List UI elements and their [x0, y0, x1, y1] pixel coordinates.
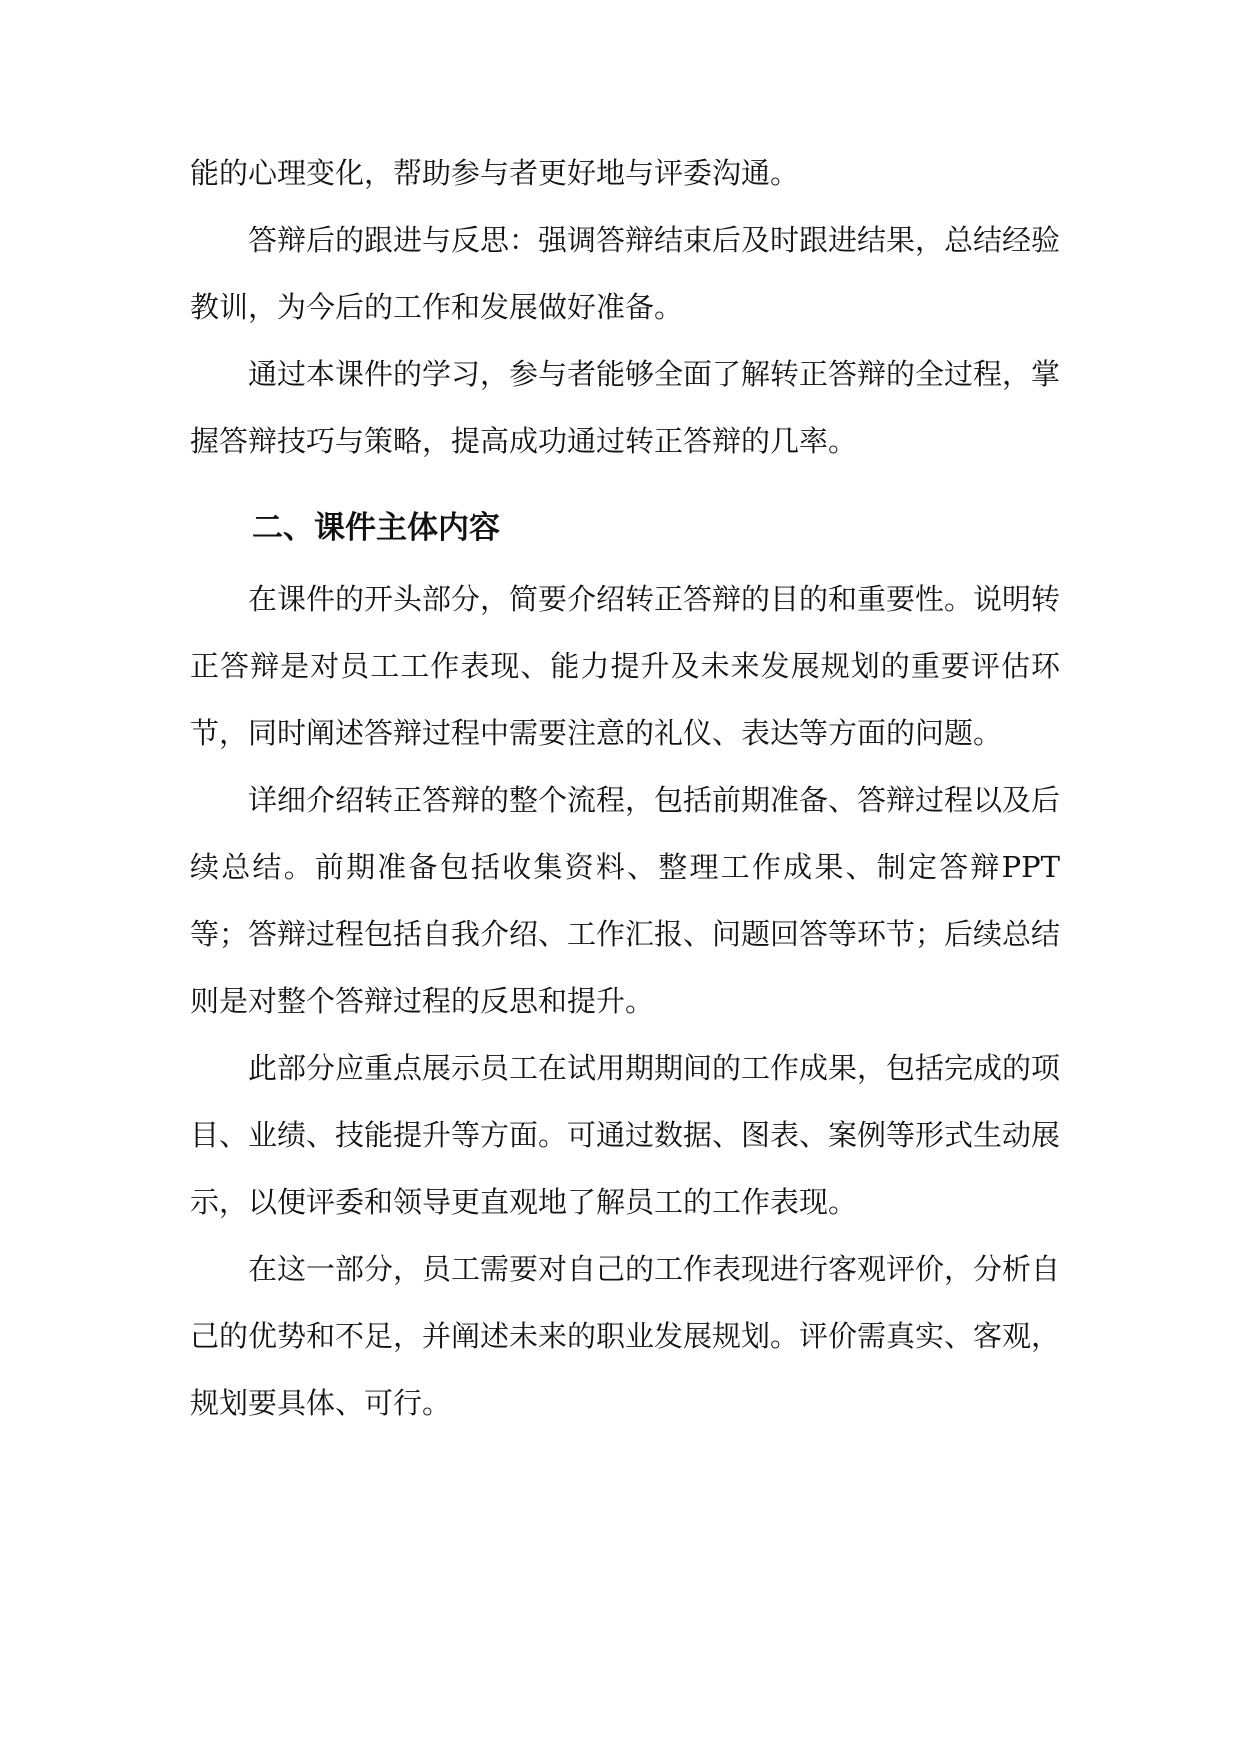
- paragraph-work-results: 此部分应重点展示员工在试用期期间的工作成果，包括完成的项目、业绩、技能提升等方面。可通过数据、图表、案例等形式生动展示，以便评委和领导更直观地了解员工的工作表现。: [190, 1051, 1061, 1219]
- paragraph-self-evaluation: 在这一部分，员工需要对自己的工作表现进行客观评价，分析自己的优势和不足，并阐述未来的职业发展规划。评价需真实、客观，规划要具体、可行。: [190, 1252, 1061, 1420]
- paragraph-purpose-importance: 在课件的开头部分，简要介绍转正答辩的目的和重要性。说明转正答辩是对员工工作表现、能力提升及未来发展规划的重要评估环节，同时阐述答辩过程中需要注意的礼仪、表达等方面的问题。: [190, 582, 1061, 750]
- paragraph-follow-up-reflection: 答辩后的跟进与反思：强调答辩结束后及时跟进结果，总结经验教训，为今后的工作和发展做好准备。: [190, 223, 1061, 324]
- document-content: [190, 140, 1060, 1437]
- paragraph-process: 详细介绍转正答辩的整个流程，包括前期准备、答辩过程以及后续总结。前期准备包括收集资料、整理工作成果、制定答辩PPT等；答辩过程包括自我介绍、工作汇报、问题回答等环节；后续总结则是对整个答辩过程的反思和提升。: [190, 783, 1061, 1018]
- section-heading: 二、课件主体内容: [252, 510, 500, 546]
- paragraph-courseware-summary: 通过本课件的学习，参与者能够全面了解转正答辩的全过程，掌握答辩技巧与策略，提高成功通过转正答辩的几率。: [190, 357, 1061, 458]
- paragraph-continuation: 能的心理变化，帮助参与者更好地与评委沟通。: [190, 156, 800, 190]
